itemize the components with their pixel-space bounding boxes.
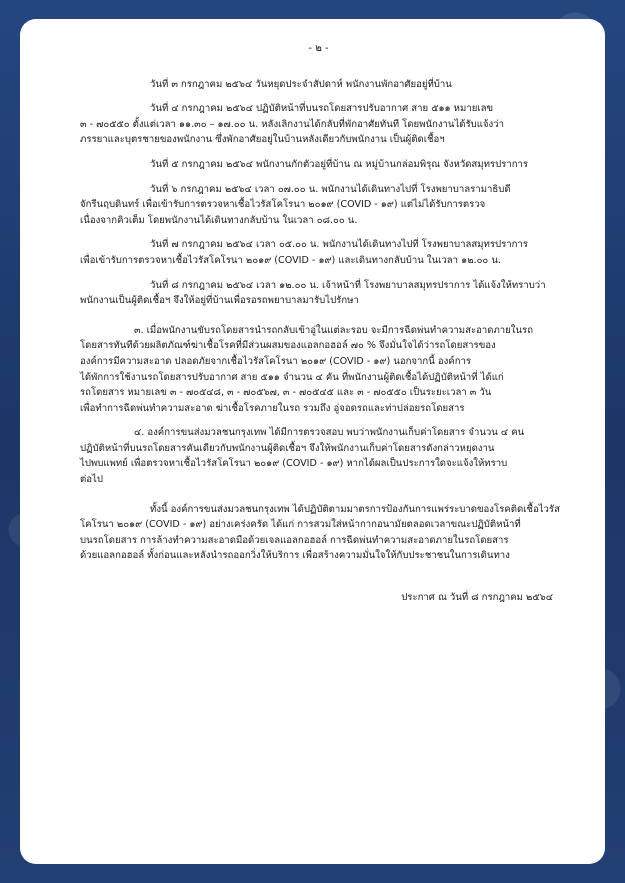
timeline-entry [80, 182, 557, 229]
text-line: เพื่อเข้ารับการตรวจหาเชื้อไวรัสโคโรนา ๒๐๑๙ (COVID - ๑๙) และเดินทางกลับบ้าน ในเวลา ๑๒.๐๐ น. [80, 254, 501, 266]
text-line: โดยสารทันทีด้วยผลิตภัณฑ์ฆ่าเชื้อโรคที่มีส่วนผสมของแอลกอฮอล์ ๗๐ % จึงมั่นใจได้ว่ารถโดยสารของ [80, 340, 496, 352]
text-line: ๓ - ๗๐๕๕๐ ตั้งแต่เวลา ๑๑.๓๐ – ๑๗.๐๐ น. หลังเลิกงานได้กลับที่พักอาศัยทันที โดยพนักงานได้รับแจ้งว่า [80, 118, 505, 130]
timeline-entry [80, 157, 557, 173]
text-line: วันที่ ๓ กรกฎาคม ๒๕๖๔ วันหยุดประจำสัปดาห์ พนักงานพักอาศัยอยู่ที่บ้าน [150, 78, 452, 90]
text-line: ไปพบแพทย์ เพื่อตรวจหาเชื้อไวรัสโคโรนา ๒๐๑๙ (COVID - ๑๙) หากได้ผลเป็นประการใดจะแจ้งให้ทราบ [80, 458, 508, 470]
page-number: - ๒ - [308, 43, 329, 54]
text-line: ปฏิบัติหน้าที่บนรถโดยสารคันเดียวกับพนักงานผู้ติดเชื้อฯ จึงให้พนักงานเก็บค่าโดยสารดังกล่าวหยุดงาน [80, 442, 495, 454]
text-line: วันที่ ๔ กรกฎาคม ๒๕๖๔ ปฏิบัติหน้าที่บนรถโดยสารปรับอากาศ สาย ๕๑๑ หมายเลข [150, 103, 494, 115]
timeline-entry [80, 278, 557, 309]
timeline-entry [80, 101, 557, 148]
section-3 [80, 323, 557, 417]
text-line: ได้พักการใช้งานรถโดยสารปรับอากาศ สาย ๕๑๑ จำนวน ๔ คัน ที่พนักงานผู้ติดเชื้อได้ปฏิบัติหน้าที่ ได้แก่ [80, 371, 504, 383]
document-page [20, 19, 605, 864]
text-line: วันที่ ๕ กรกฎาคม ๒๕๖๔ พนักงานกักตัวอยู่ที่บ้าน ณ หมู่บ้านกล่อมพิรุณ จังหวัดสมุทรปราการ [150, 158, 529, 170]
text-line: จักรีนฤบดินทร์ เพื่อเข้ารับการตรวจหาเชื้อไวรัสโคโรนา ๒๐๑๙ (COVID - ๑๙) แต่ไม่ได้รับการตรวจ [80, 199, 486, 211]
summary-paragraph [80, 502, 560, 564]
text-line: ภรรยาและบุตรชายของพนักงาน ซึ่งพักอาศัยอยู่ในบ้านหลังเดียวกับพนักงาน เป็นผู้ติดเชื้อฯ [80, 134, 445, 146]
timeline [80, 77, 557, 309]
timeline-entry [80, 237, 557, 268]
text-line: ๓. เมื่อพนักงานขับรถโดยสารนำรถกลับเข้าอู่ในแต่ละรอบ จะมีการฉีดพ่นทำความสะอาดภายในรถ [134, 324, 534, 336]
text-line: เพื่อทำการฉีดพ่นทำความสะอาด ฆ่าเชื้อโรคภายในรถ รวมถึง อู่จอดรถและท่าปล่อยรถโดยสาร [80, 402, 465, 414]
text-line: ต่อไป [80, 474, 103, 486]
text-line: วันที่ ๗ กรกฎาคม ๒๕๖๔ เวลา ๐๕.๐๐ น. พนักงานได้เดินทางไปที่ โรงพยาบาลสมุทรปราการ [150, 239, 528, 251]
text-line: วันที่ ๖ กรกฎาคม ๒๕๖๔ เวลา ๐๗.๐๐ น. พนักงานได้เดินทางไปที่ โรงพยาบาลรามาธิบดี [150, 183, 511, 195]
text-line: พนักงานเป็นผู้ติดเชื้อฯ จึงให้อยู่ที่บ้านเพื่อรอรถพยาบาลมารับไปรักษา [80, 295, 359, 307]
text-line: บนรถโดยสาร การล้างทำความสะอาดมือด้วยเจลแอลกอฮอล์ การฉีดพ่นทำความสะอาดภายในรถโดยสาร [80, 534, 509, 546]
text-line: ทั้งนี้ องค์การขนส่งมวลชนกรุงเทพ ได้ปฏิบัติตามมาตรการป้องกันการแพร่ระบาดของโรคติดเชื้อไวรัส [150, 503, 560, 515]
text-line: เนื่องจากคิวเต็ม โดยพนักงานได้เดินทางกลับบ้าน ในเวลา ๐๘.๐๐ น. [80, 214, 358, 226]
section-4 [80, 425, 557, 487]
text-line: โคโรนา ๒๐๑๙ (COVID - ๑๙) อย่างเคร่งครัด ได้แก่ การสวมใส่หน้ากากอนามัยตลอดเวลาขณะปฏิบัติหน้าที่ [80, 519, 521, 531]
text-line: ด้วยแอลกอฮอล์ ทั้งก่อนและหลังนำรถออกวิ่งให้บริการ เพื่อสร้างความมั่นใจให้กับประชาชนในการเดินทาง [80, 550, 510, 562]
text-line: วันที่ ๘ กรกฎาคม ๒๕๖๔ เวลา ๑๒.๐๐ น. เจ้าหน้าที่ โรงพยาบาลสมุทรปราการ ได้แจ้งให้ทราบว่า [150, 279, 546, 291]
text-line: ๔. องค์การขนส่งมวลชนกรุงเทพ ได้มีการตรวจสอบ พบว่าพนักงานเก็บค่าโดยสาร จำนวน ๔ คน [134, 427, 525, 439]
text-line: รถโดยสาร หมายเลข ๓ - ๗๐๕๔๘, ๓ - ๗๐๕๖๗, ๓ - ๗๐๕๔๕ และ ๓ - ๗๐๕๕๐ เป็นระยะเวลา ๓ วัน [80, 387, 492, 399]
timeline-entry [80, 77, 557, 93]
text-line: องค์การมีความสะอาด ปลอดภัยจากเชื้อไวรัสโคโรนา ๒๐๑๙ (COVID - ๑๙) นอกจากนี้ องค์การ [80, 355, 472, 367]
announcement-date: ประกาศ ณ วันที่ ๘ กรกฎาคม ๒๕๖๔ [401, 592, 553, 604]
